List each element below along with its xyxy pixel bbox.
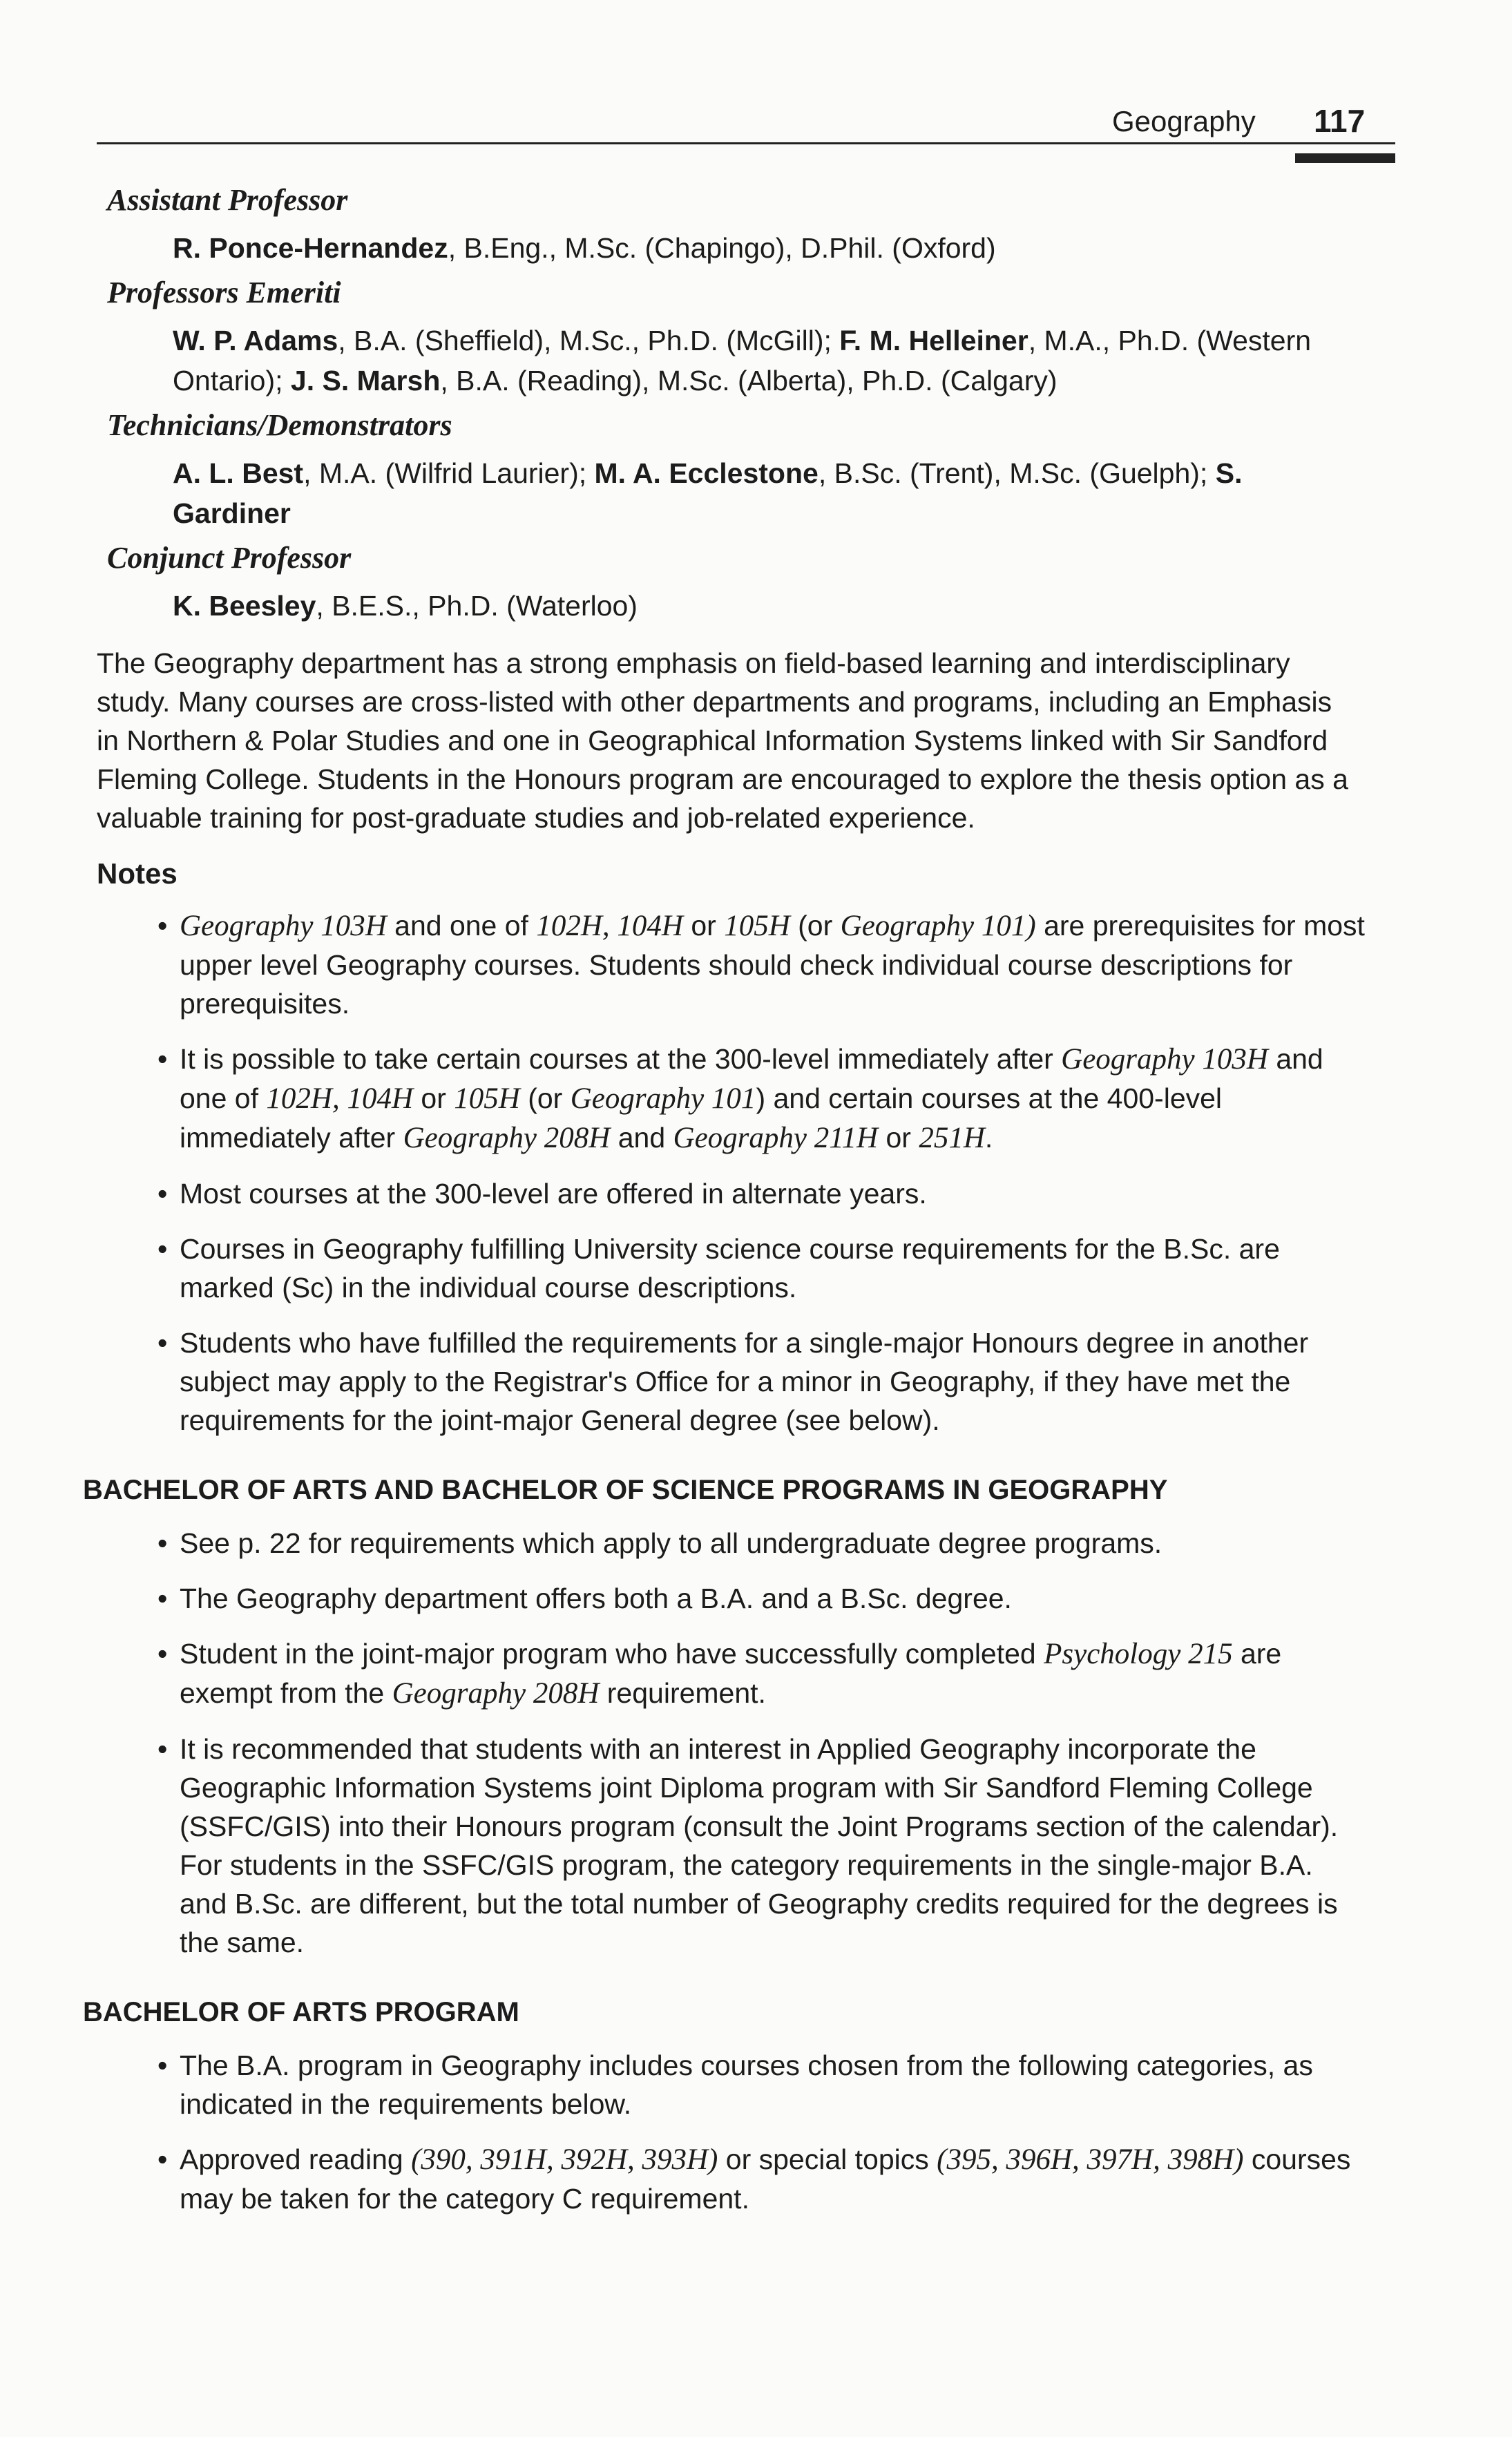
header-rule xyxy=(97,142,1395,144)
faculty-role: Technicians/Demonstrators xyxy=(107,408,452,442)
list-item: • Student in the joint-major program who have successfully completed Psychology 215 are exempt from the Geography 208H requirement. xyxy=(97,1634,1368,1713)
faculty-role: Assistant Professor xyxy=(107,183,348,217)
ba-list xyxy=(97,2046,1361,2218)
list-item: • See p. 22 for requirements which apply to all undergraduate degree programs. xyxy=(97,1524,1368,1562)
notes-list xyxy=(97,906,1365,1440)
list-item: • Most courses at the 300-level are offered in alternate years. xyxy=(97,1174,1368,1213)
faculty-list xyxy=(97,181,1361,626)
faculty-members: R. Ponce-Hernandez, B.Eng., M.Sc. (Chapingo), D.Phil. (Oxford) xyxy=(173,232,996,264)
ba-bsc-list xyxy=(97,1524,1361,1962)
faculty-members: W. P. Adams, B.A. (Sheffield), M.Sc., Ph.D. (McGill); F. M. Helleiner, M.A., Ph.D. (Western Ontario); J. S. Marsh, B.A. (Reading), M.Sc. (Alberta), Ph.D. (Calgary) xyxy=(173,325,1312,396)
notes-heading: Notes xyxy=(97,857,178,890)
faculty-role: Professors Emeriti xyxy=(107,276,341,309)
section-heading: BACHELOR OF ARTS PROGRAM xyxy=(83,1997,519,2027)
faculty-members: K. Beesley, B.E.S., Ph.D. (Waterloo) xyxy=(173,590,638,622)
faculty-role: Conjunct Professor xyxy=(107,541,352,575)
list-item: • Geography 103H and one of 102H, 104H or 105H (or Geography 101) are prerequisites for most upper level Geography courses. Students should check individual course descriptions for prerequisites. xyxy=(97,906,1368,1023)
header-section-title: Geography xyxy=(1112,105,1256,137)
list-item: • It is recommended that students with an interest in Applied Geography incorporate the Geographic Information Systems joint Diploma program with Sir Sandford Fleming College (SSFC/GIS) into their Honours program (consult the Joint Programs section of the calendar). For students in the SSFC/GIS program, the category requirements in the single-major B.A. and B.Sc. are different, but the total number of Geography credits required for the degrees is the same. xyxy=(97,1730,1368,1962)
section-heading: BACHELOR OF ARTS AND BACHELOR OF SCIENCE PROGRAMS IN GEOGRAPHY xyxy=(83,1475,1168,1505)
intro-paragraph: The Geography department has a strong emphasis on field-based learning and interdisciplinary study. Many courses are cross-listed with other departments and programs, including an Emphasis in Northern & Polar Studies and one in Geographical Information Systems linked with Sir Sandford Fleming College. Students in the Honours program are encouraged to explore the thesis option as a valuable training for post-graduate studies and job-related experience. xyxy=(97,647,1348,834)
list-item: • Students who have fulfilled the requirements for a single-major Honours degree in another subject may apply to the Registrar's Office for a minor in Geography, if they have met the requirements for the joint-major General degree (see below). xyxy=(97,1323,1368,1440)
header-tab-bar xyxy=(1295,153,1395,163)
list-item: • The Geography department offers both a B.A. and a B.Sc. degree. xyxy=(97,1579,1368,1618)
list-item: • Courses in Geography fulfilling University science course requirements for the B.Sc. are marked (Sc) in the individual course descriptions. xyxy=(97,1230,1368,1307)
faculty-members: A. L. Best, M.A. (Wilfrid Laurier); M. A. Ecclestone, B.Sc. (Trent), M.Sc. (Guelph); S. Gardiner xyxy=(173,457,1243,529)
list-item: • It is possible to take certain courses at the 300-level immediately after Geography 103H and one of 102H, 104H or 105H (or Geography 101) and certain courses at the 400-level immediately after Geography 208H and Geography 211H or 251H. xyxy=(97,1040,1368,1158)
page-content xyxy=(83,181,1365,2235)
list-item: • The B.A. program in Geography includes courses chosen from the following categories, as indicated in the requirements below. xyxy=(97,2046,1368,2123)
list-item: • Approved reading (390, 391H, 392H, 393H) or special topics (395, 396H, 397H, 398H) courses may be taken for the category C requirement. xyxy=(97,2140,1368,2218)
header-page-number: 117 xyxy=(1314,103,1366,139)
